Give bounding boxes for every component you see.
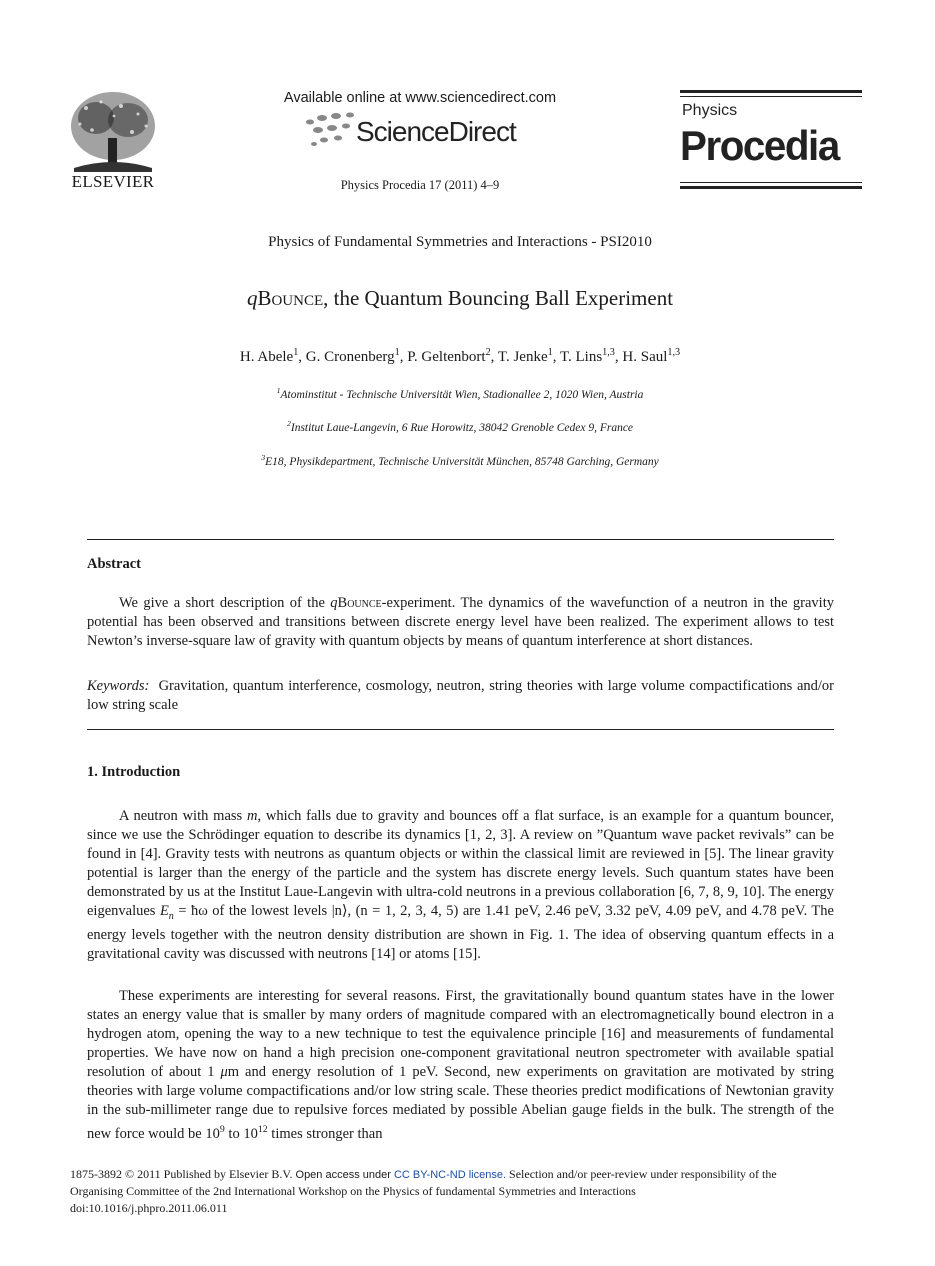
- procedia-big-text: Procedia: [680, 122, 839, 169]
- math-E: E: [159, 903, 169, 919]
- author-affil: 2: [485, 347, 491, 358]
- author-affil: 1,3: [602, 347, 615, 358]
- author-name: H. Abele: [239, 349, 294, 365]
- intro-text: to 10: [224, 1125, 258, 1142]
- math-sub-n: n: [168, 910, 174, 922]
- author-affil: 1: [394, 347, 400, 358]
- abstract-body: [87, 594, 834, 651]
- divider-top: [87, 539, 834, 540]
- affiliation-number: 2: [286, 419, 291, 428]
- footer-committee: Organising Committee of the 2nd International Workshop on the Physics of fundamental Symmetries and Interactions: [70, 1184, 636, 1198]
- affiliation-1: [0, 386, 920, 401]
- abstract-q: q: [330, 595, 338, 611]
- footer-copyright: [70, 1166, 840, 1184]
- license-link[interactable]: CC BY-NC-ND license.: [393, 1169, 507, 1181]
- author-list: H. Abele$^1$, G. Cronenberg$^1$, P. Geltenbort$^2$, T. Jenke$^1$, T. Lins$^{1,3}$, H. Saul$^{1,3}$: [239, 347, 681, 365]
- intro-text: These experiments are interesting for several reasons. First, the gravitationally bound quantum states have in the lower states an energy value that is smaller by many orders of magnitude compared with an electromagnetically bound electron in a hydrogen atom, opening the way to a new technique to test the equivalence principle [16] and measurements of fundamental properties. We have now on hand a high precision one-component gravitational neutron spectrometer with available spatial resolution of about 1: [87, 988, 834, 1080]
- intro-text: of the lowest levels: [207, 903, 332, 919]
- intro-paragraph-2: [87, 987, 834, 1144]
- title-q: q: [246, 286, 258, 310]
- intro-paragraph-1: [87, 807, 834, 964]
- available-online-link[interactable]: Available online at www.sciencedirect.com: [283, 90, 557, 106]
- keywords-label: Keywords:: [87, 678, 150, 694]
- footer-issn: 1875-3892 © 2011 Published by Elsevier B.V.: [70, 1167, 293, 1181]
- footer-doi[interactable]: doi:10.1016/j.phpro.2011.06.011: [70, 1201, 228, 1215]
- author-affil: 1: [547, 347, 553, 358]
- intro-text: A neutron with mass: [119, 808, 247, 824]
- keywords-text: Gravitation, quantum interference, cosmology, neutron, string theories with large volume compactifications and/or low string scale: [87, 678, 834, 713]
- abstract-heading: Abstract: [87, 556, 141, 572]
- intro-text: , (n = 1, 2, 3, 4, 5) are 1.41 peV, 2.46 peV, 3.32 peV, 4.09 peV, and 4.78 peV. The energy levels together with the neutron density distribution are shown in Fig. 1. The idea of observing quantum effects in a gravitational cavity was discussed with neutrons [14] or atoms [15].: [87, 903, 834, 962]
- math-m: m: [246, 808, 258, 824]
- affiliation-number: 1: [276, 386, 281, 395]
- math-eq-rest: = ħω: [173, 903, 208, 919]
- author-name: T. Jenke: [497, 349, 548, 365]
- abstract-text: We give a short description of the: [119, 595, 331, 611]
- author-name: G. Cronenberg: [305, 349, 395, 365]
- divider-bottom: [87, 729, 834, 730]
- affiliation-3: [0, 453, 920, 468]
- procedia-small-text: Physics: [682, 102, 738, 119]
- paper-title: [0, 286, 920, 311]
- author-affil: 1,3: [667, 347, 681, 358]
- title-bounce: Bounce: [257, 286, 324, 310]
- math-ket: |n⟩: [331, 903, 348, 919]
- intro-text: times stronger than: [267, 1125, 383, 1142]
- physics-procedia-logo: [680, 90, 862, 190]
- sciencedirect-wordmark: ScienceDirect: [356, 116, 516, 147]
- math-mu: μ: [220, 1064, 228, 1080]
- affiliation-text: Institut Laue-Langevin, 6 Rue Horowitz, 38042 Grenoble Cedex 9, France: [290, 421, 634, 434]
- title-rest: , the Quantum Bouncing Ball Experiment: [323, 286, 674, 310]
- conference-name: Physics of Fundamental Symmetries and Interactions - PSI2010: [268, 234, 652, 250]
- intro-text: m and energy resolution of 1 peV. Second, new experiments on gravitation are motivated by string theories with large volume compactifications and/or low string scale. These theories predict modifications of Newtonian gravity in the sub-millimeter range due to repulsive forces mediated by possible Abelian gauge fields in the bulk. The strength of the new force would be 10: [87, 1064, 834, 1142]
- affiliation-text: Atominstitut - Technische Universität Wien, Stadionallee 2, 1020 Wien, Austria: [280, 388, 644, 401]
- intro-text: , which falls due to gravity and bounces off a flat surface, is an example for a quantum bouncer, since we use the Schrödinger equation to describe its dynamics [1, 2, 3]. A review on ”Quantum wave packet revivals” can be found in [4]. Gravity tests with neutrons as quantum objects or within the classical limit are reviewed in [5]. The linear gravity potential is larger than the energy of the particle and the system has discrete energy levels. Such quantum states have been demonstrated by us at the Institut Laue-Langevin with ultra-cold neutrons in a previous collaboration [6, 7, 8, 9, 10]. The energy eigenvalues: [87, 808, 834, 919]
- author-name: T. Lins: [559, 349, 603, 365]
- abstract-text: -experiment. The dynamics of the wavefunction of a neutron in the gravity potential has been observed and transitions between discrete energy level have been realized. The experiment allows to test Newton’s inverse-square law of gravity with quantum objects by means of quantum interference at short distances.: [87, 595, 834, 649]
- elsevier-wordmark: ELSEVIER: [71, 172, 155, 191]
- section-heading-introduction: 1. Introduction: [87, 764, 181, 780]
- affiliation-2: [0, 419, 920, 434]
- keywords: [87, 677, 834, 715]
- math-exponent: 9: [219, 1124, 225, 1135]
- author-affil: 1: [293, 347, 299, 358]
- math-exponent: 12: [257, 1124, 268, 1135]
- author-name: H. Saul: [622, 349, 668, 365]
- affiliation-text: E18, Physikdepartment, Technische Universität München, 85748 Garching, Germany: [265, 455, 659, 468]
- footer-open-access: Open access under: [292, 1169, 394, 1181]
- journal-reference: Physics Procedia 17 (2011) 4–9: [340, 178, 500, 192]
- footer-text: Selection and/or peer-review under responsibility of the: [506, 1167, 777, 1181]
- abstract-bounce: Bounce: [337, 595, 382, 611]
- affiliation-number: 3: [261, 453, 266, 462]
- author-name: P. Geltenbort: [407, 349, 486, 365]
